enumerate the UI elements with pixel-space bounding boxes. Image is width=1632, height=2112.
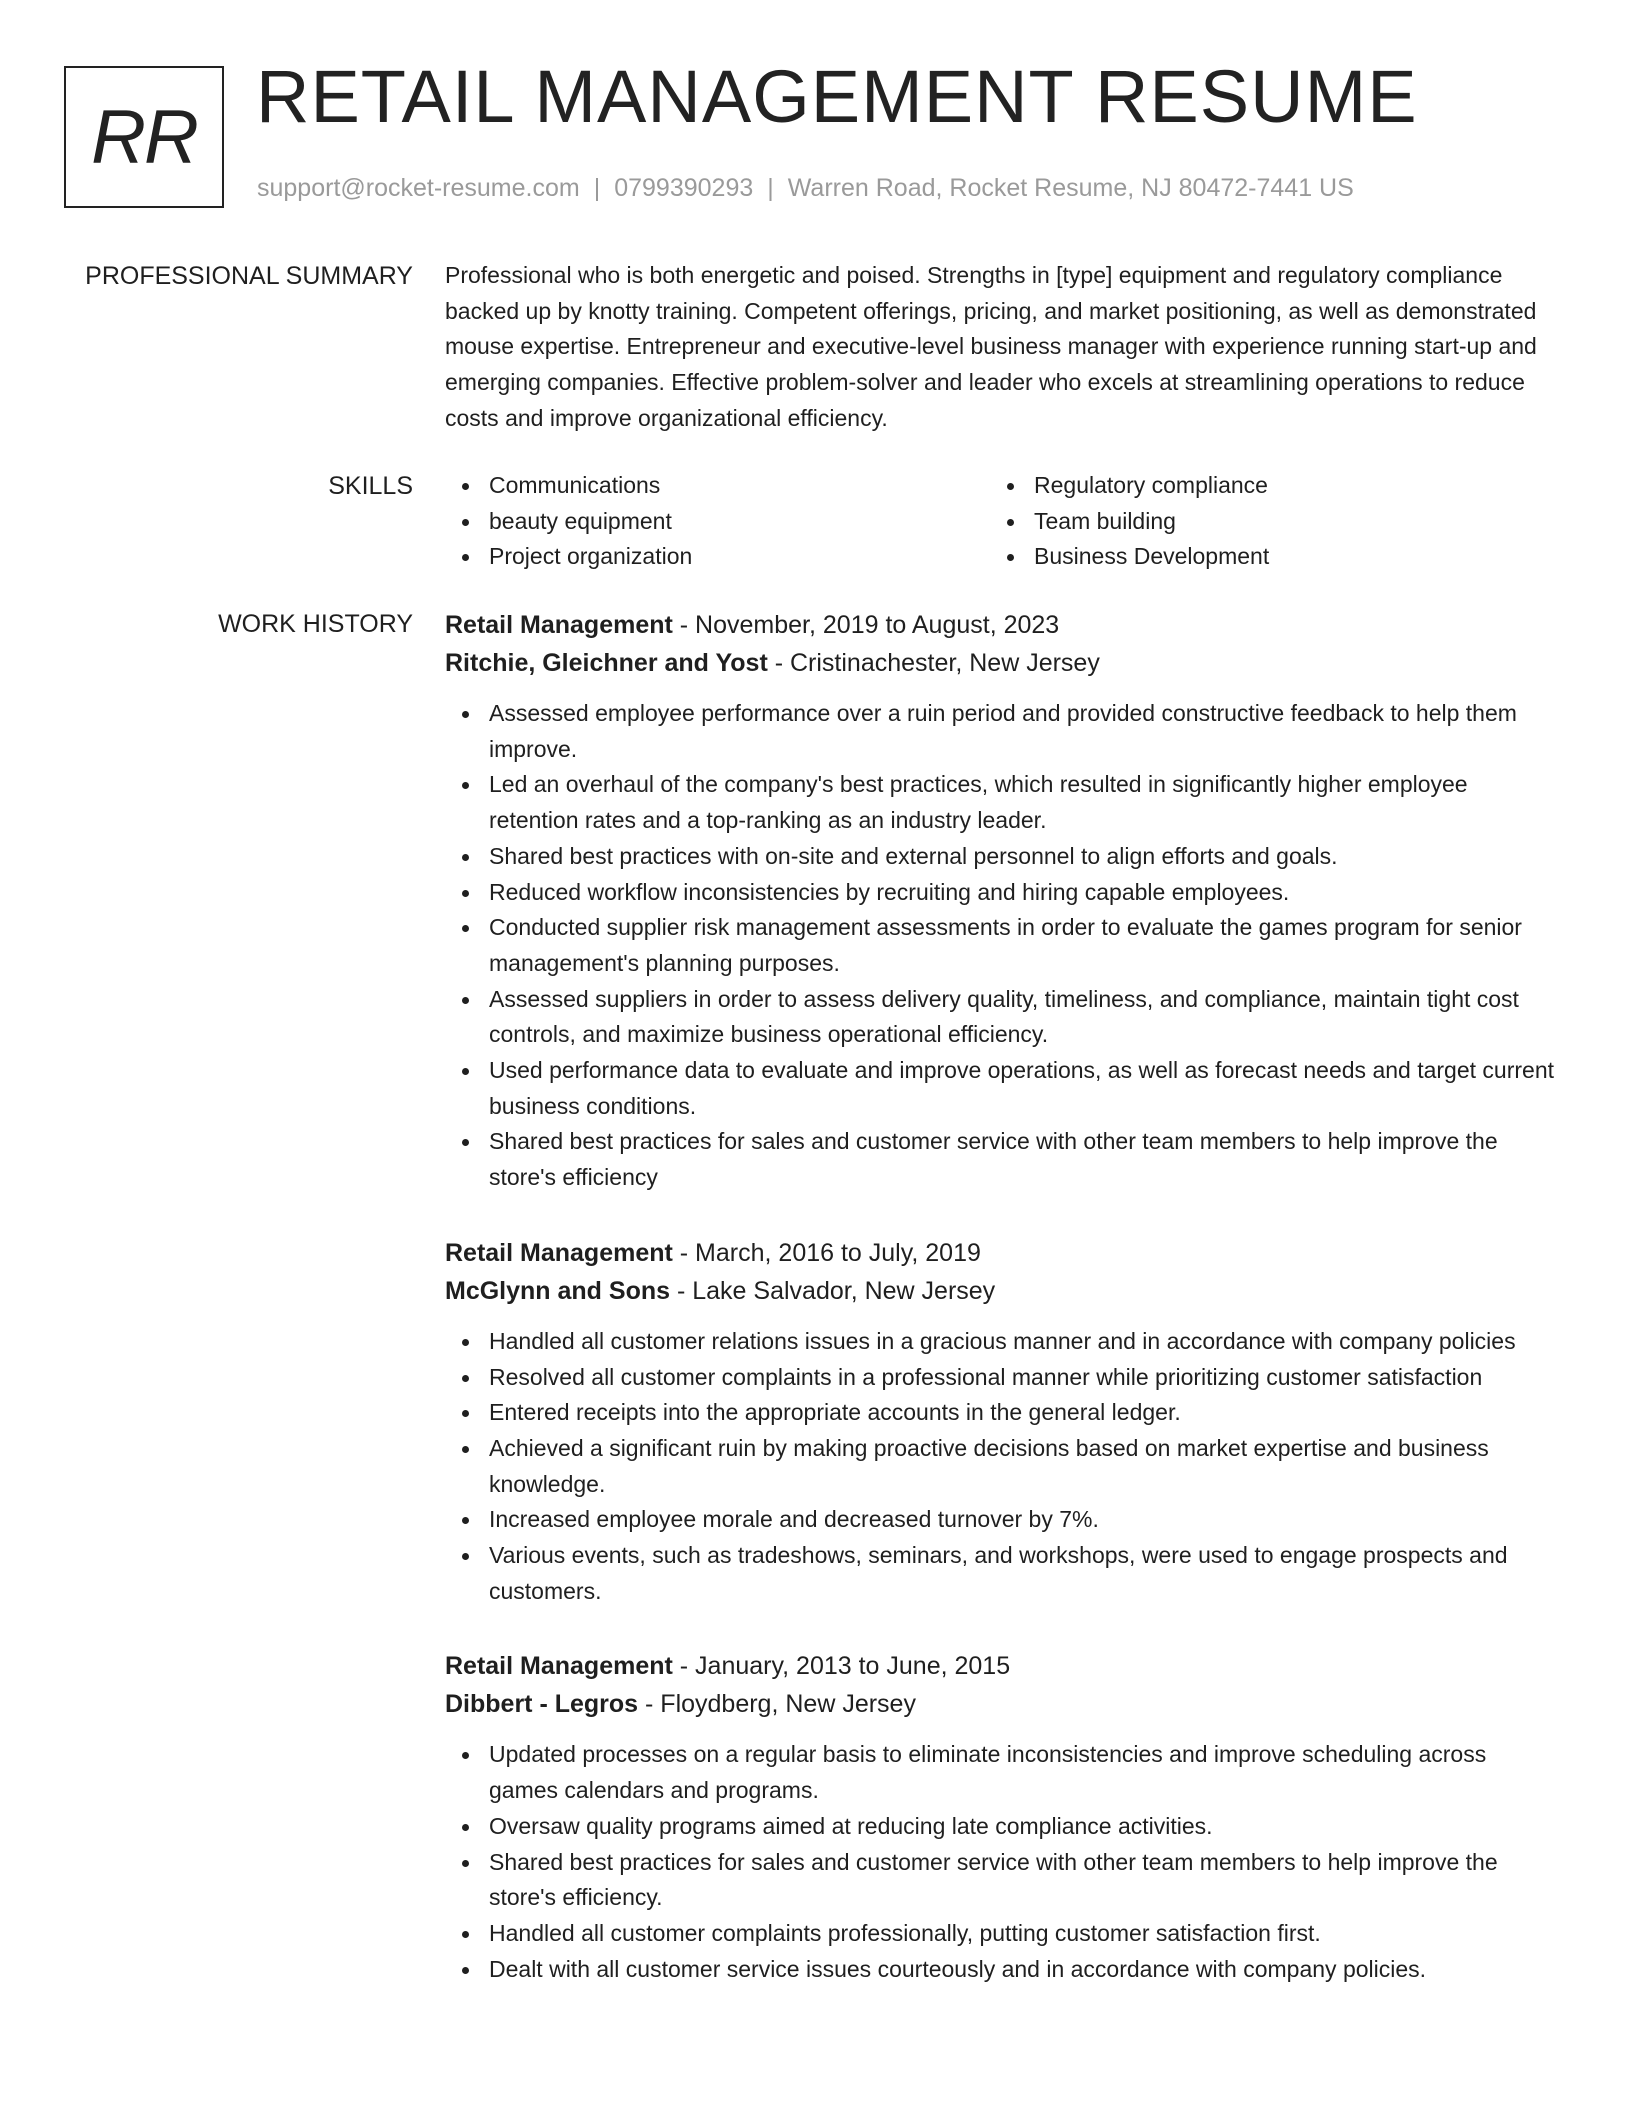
job-company: Ritchie, Gleichner and Yost	[445, 649, 768, 677]
job-bullets	[445, 696, 1560, 1196]
job-bullet: Assessed employee performance over a ruin period and provided constructive feedback to help them improve.	[445, 696, 1560, 767]
job-title: Retail Management	[445, 611, 673, 639]
job-title: Retail Management	[445, 1238, 673, 1267]
job-title-line	[445, 1234, 1560, 1272]
job-bullet: Various events, such as tradeshows, seminars, and workshops, were used to engage prospects and customers.	[445, 1538, 1560, 1609]
job-entry	[445, 1647, 1560, 1987]
summary-text: Professional who is both energetic and poised. Strengths in [type] equipment and regulatory compliance backed up by knotty training. Competent offerings, pricing, and market positioning, as well as demonstrated mouse expertise. Entrepreneur and executive-level business manager with experience running start-up and emerging companies. Effective problem-solver and leader who excels at streamlining operations to reduce costs and improve organizational efficiency.	[445, 262, 1537, 431]
contact-phone[interactable]: 0799390293	[614, 174, 754, 202]
job-bullet: Conducted supplier risk management assessments in order to evaluate the games program for senior management's planning purposes.	[445, 910, 1560, 981]
job-bullet: Handled all customer complaints professionally, putting customer satisfaction first.	[445, 1916, 1560, 1952]
job-title-line	[445, 606, 1560, 644]
job-entry	[445, 606, 1560, 1196]
summary-body	[445, 258, 1560, 437]
job-bullet: Achieved a significant ruin by making proactive decisions based on market expertise and business knowledge.	[445, 1431, 1560, 1502]
job-bullet: Assessed suppliers in order to assess delivery quality, timeliness, and compliance, maintain tight cost controls, and maximize business operational efficiency.	[445, 982, 1560, 1053]
skill-item: Communications	[445, 468, 990, 504]
contact-line	[257, 174, 1354, 203]
job-bullet: Increased employee morale and decreased turnover by 7%.	[445, 1502, 1560, 1538]
skill-item: Regulatory compliance	[990, 468, 1535, 504]
skills-list	[445, 468, 1560, 575]
monogram-logo: RR	[64, 66, 224, 208]
contact-address: Warren Road, Rocket Resume, NJ 80472-7441 US	[787, 174, 1354, 202]
job-bullet: Reduced workflow inconsistencies by recruiting and hiring capable employees.	[445, 875, 1560, 911]
job-company-line	[445, 1685, 1560, 1723]
job-bullet: Handled all customer relations issues in a gracious manner and in accordance with company policies	[445, 1324, 1560, 1360]
job-location: - Cristinachester, New Jersey	[767, 649, 1100, 677]
section-heading-work-history: WORK HISTORY	[218, 610, 413, 638]
skill-item: beauty equipment	[445, 504, 990, 540]
section-heading-summary: PROFESSIONAL SUMMARY	[85, 262, 413, 290]
job-dates: - January, 2013 to June, 2015	[672, 1652, 1011, 1681]
job-bullet: Shared best practices with on-site and external personnel to align efforts and goals.	[445, 839, 1560, 875]
resume-title: RETAIL MANAGEMENT RESUME	[256, 55, 1418, 138]
job-bullet: Shared best practices for sales and customer service with other team members to help improve the store's efficiency	[445, 1124, 1560, 1195]
job-bullets	[445, 1324, 1560, 1610]
contact-separator: |	[593, 174, 601, 202]
skill-item: Business Development	[990, 539, 1535, 575]
job-company: Dibbert - Legros	[445, 1690, 639, 1719]
job-bullets	[445, 1737, 1560, 1987]
job-location: - Floydberg, New Jersey	[638, 1690, 916, 1719]
job-company-line	[445, 644, 1560, 682]
job-entry	[445, 1234, 1560, 1610]
job-bullet: Entered receipts into the appropriate accounts in the general ledger.	[445, 1395, 1560, 1431]
job-dates: - March, 2016 to July, 2019	[672, 1238, 981, 1267]
job-location: - Lake Salvador, New Jersey	[670, 1276, 996, 1305]
job-bullet: Shared best practices for sales and customer service with other team members to help improve the store's efficiency.	[445, 1845, 1560, 1916]
job-bullet: Updated processes on a regular basis to eliminate inconsistencies and improve scheduling across games calendars and programs.	[445, 1737, 1560, 1808]
job-title-line	[445, 1647, 1560, 1685]
work-history-body	[445, 606, 1560, 2025]
job-bullet: Resolved all customer complaints in a professional manner while prioritizing customer satisfaction	[445, 1360, 1560, 1396]
skill-item: Team building	[990, 504, 1535, 540]
job-bullet: Oversaw quality programs aimed at reducing late compliance activities.	[445, 1809, 1560, 1845]
contact-separator: |	[767, 174, 774, 202]
section-heading-skills: SKILLS	[328, 472, 413, 500]
job-bullet: Dealt with all customer service issues courteously and in accordance with company policies.	[445, 1952, 1560, 1988]
contact-email[interactable]: support@rocket-resume.com	[257, 174, 580, 202]
job-company: McGlynn and Sons	[445, 1276, 671, 1305]
job-bullet: Used performance data to evaluate and improve operations, as well as forecast needs and target current business conditions.	[445, 1053, 1560, 1124]
job-company-line	[445, 1272, 1560, 1310]
skills-body	[445, 468, 1560, 575]
skill-item: Project organization	[445, 539, 990, 575]
job-bullet: Led an overhaul of the company's best practices, which resulted in significantly higher employee retention rates and a top-ranking as an industry leader.	[445, 767, 1560, 838]
job-title: Retail Management	[445, 1652, 673, 1681]
job-dates: - November, 2019 to August, 2023	[672, 611, 1060, 639]
